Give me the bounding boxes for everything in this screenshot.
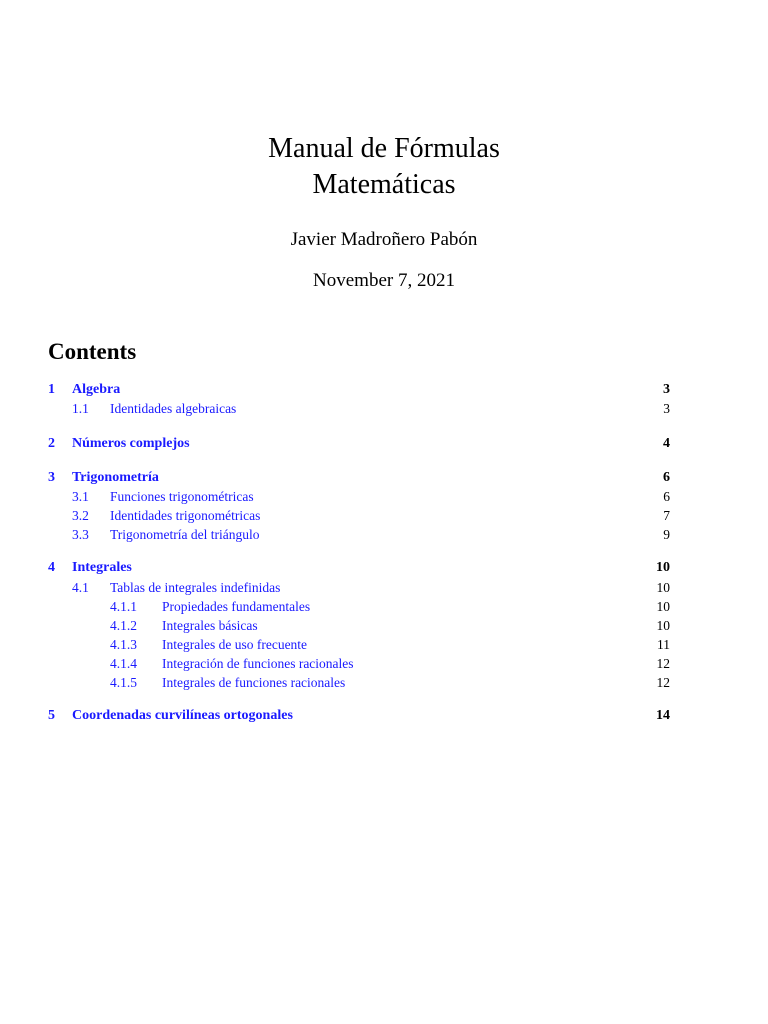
toc-entry-link[interactable]: Integrales de funciones racionales [162,673,349,692]
toc-page-number: 14 [656,708,670,723]
toc-entry[interactable] [48,654,670,673]
toc-entry-number[interactable]: 3.3 [72,527,89,542]
author-name: Javier Madroñero Pabón [290,229,478,250]
toc-entry[interactable] [48,525,670,544]
toc-entry[interactable] [48,468,670,487]
toc-entry[interactable] [48,578,670,597]
toc-entry-link[interactable]: Integrales de uso frecuente [162,635,311,654]
toc-entry-link[interactable]: Integrales [72,560,132,575]
toc-entry-link[interactable]: Identidades algebraicas [110,399,240,418]
toc-entry-link[interactable]: Coordenadas curvilíneas ortogonales [72,708,293,723]
toc-entry-number[interactable]: 1 [48,382,55,397]
toc-entry[interactable] [48,434,670,453]
toc-page-number: 4 [663,436,670,451]
toc-entry-number[interactable]: 1.1 [72,401,89,416]
document-title [0,131,768,203]
toc-entry-number[interactable]: 4 [48,560,55,575]
title-line-1: Manual de Fórmulas [268,133,500,164]
toc-entry[interactable] [48,487,670,506]
toc-page-number: 6 [663,470,670,485]
toc-entry-link[interactable]: Algebra [72,382,121,397]
toc-entry-link[interactable]: Funciones trigonométricas [110,487,258,506]
toc-entry[interactable] [48,706,670,725]
toc-entry-link[interactable]: Trigonometría [72,470,159,485]
toc-entry-number[interactable]: 4.1.5 [110,675,137,690]
toc-page-number: 10 [656,560,670,575]
toc-page-number: 9 [663,527,670,542]
toc-entry[interactable] [48,635,670,654]
toc-entry[interactable] [48,673,670,692]
toc-entry-number[interactable]: 4.1.1 [110,599,137,614]
toc-entry[interactable] [48,506,670,525]
toc-entry[interactable] [48,597,670,616]
toc-entry-link[interactable]: Propiedades fundamentales [162,597,314,616]
toc-page-number: 10 [656,580,670,595]
document-date: November 7, 2021 [313,270,455,291]
toc-entry-number[interactable]: 2 [48,436,55,451]
toc-entry-number[interactable]: 4.1.2 [110,618,137,633]
toc-entry-link[interactable]: Integración de funciones racionales [162,654,358,673]
toc-page-number: 3 [663,382,670,397]
toc-entry-number[interactable]: 5 [48,708,55,723]
toc-page-number: 6 [663,489,670,504]
toc-page-number: 3 [663,401,670,416]
toc-entry[interactable] [48,616,670,635]
toc-entry[interactable] [48,399,670,418]
toc-entry-link[interactable]: Integrales básicas [162,616,262,635]
toc-entry-number[interactable]: 3.1 [72,489,89,504]
toc-page-number: 11 [657,637,670,652]
toc-entry-link[interactable]: Tablas de integrales indefinidas [110,578,284,597]
toc-entry-link[interactable]: Trigonometría del triángulo [110,525,263,544]
toc-page-number: 12 [656,675,670,690]
toc-entry-link[interactable]: Identidades trigonométricas [110,506,264,525]
toc-page-number: 10 [656,599,670,614]
toc-entry[interactable] [48,380,670,399]
toc-entry-number[interactable]: 3 [48,470,55,485]
toc-entry[interactable] [48,558,670,577]
toc-entry-number[interactable]: 4.1 [72,580,89,595]
toc-page-number: 12 [656,656,670,671]
title-line-2: Matemáticas [312,169,456,200]
toc-page-number: 10 [656,618,670,633]
toc-entry-number[interactable]: 3.2 [72,508,89,523]
toc-entry-number[interactable]: 4.1.3 [110,637,137,652]
toc-entry-number[interactable]: 4.1.4 [110,656,137,671]
toc-page-number: 7 [663,508,670,523]
toc-entry-link[interactable]: Números complejos [72,436,190,451]
contents-heading: Contents [48,339,137,364]
